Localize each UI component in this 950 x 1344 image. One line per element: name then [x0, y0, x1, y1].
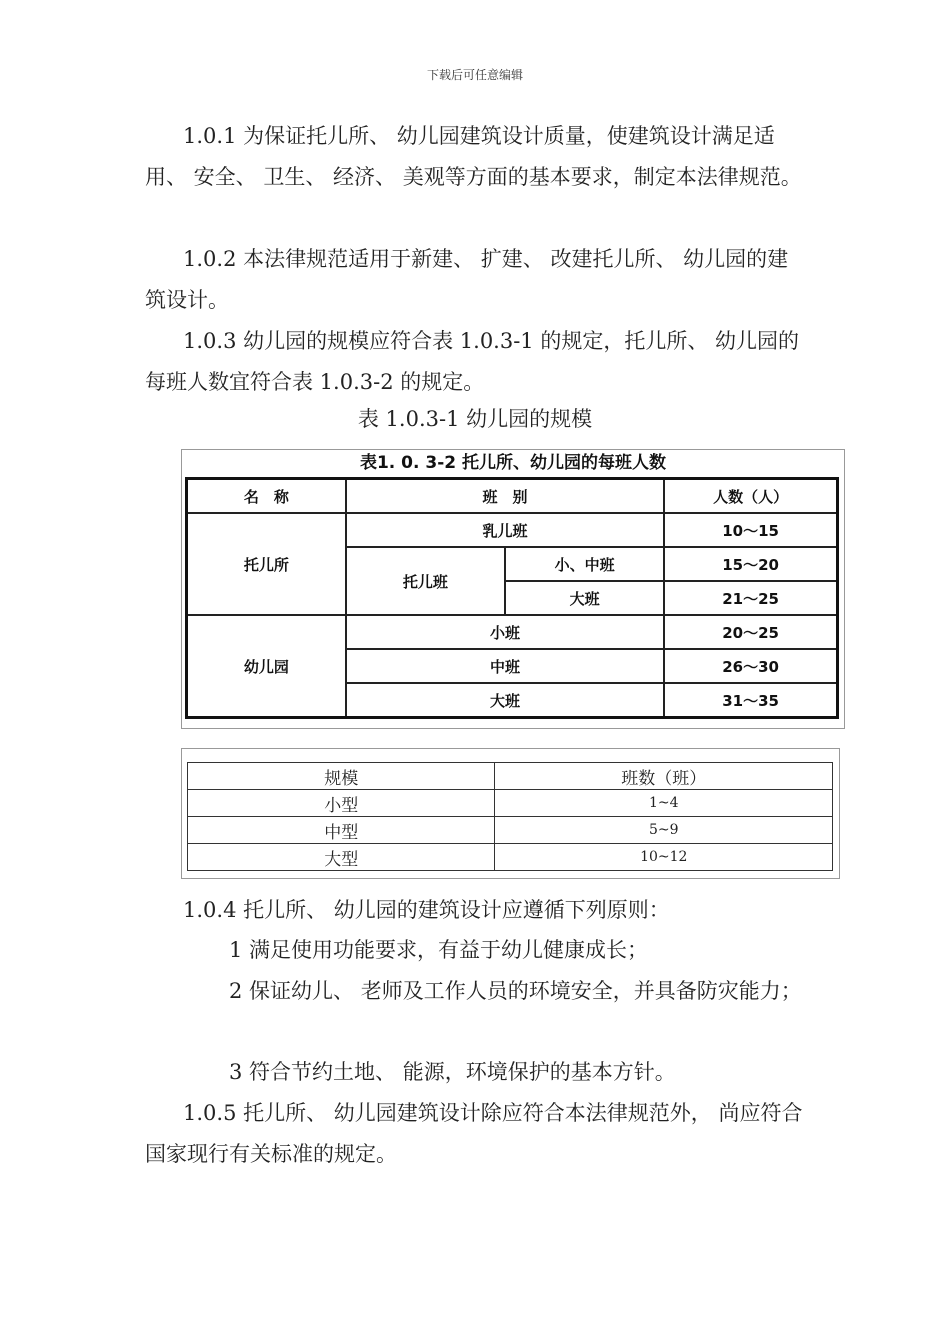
class-count: 10～15	[664, 513, 837, 547]
header-count: 人数（人）	[664, 479, 837, 514]
scale-cell: 中型	[188, 817, 495, 844]
clause-1-0-4-item-1: 1 满足使用功能要求，有益于幼儿健康成长；	[229, 938, 649, 962]
table-row	[188, 844, 833, 871]
table-caption: 表 1.0.3-1 幼儿园的规模	[357, 407, 593, 431]
class-label: 中班	[346, 649, 664, 683]
clause-1-0-2: 1.0.2 本法律规范适用于新建、 扩建、 改建托儿所、 幼儿园的建筑设计。	[145, 247, 789, 312]
class-count: 20～25	[664, 615, 837, 649]
class-count: 31～35	[664, 683, 837, 718]
category-tuoersuo: 托儿所	[187, 513, 346, 615]
class-size-table-title: 表1. 0. 3-2 托儿所、幼儿园的每班人数	[359, 453, 667, 473]
classes-cell: 10~12	[495, 844, 833, 871]
class-size-table-image	[181, 449, 845, 729]
class-label: 乳儿班	[346, 513, 664, 547]
table-row	[187, 615, 838, 649]
classes-cell: 5~9	[495, 817, 833, 844]
clause-1-0-5: 1.0.5 托儿所、 幼儿园建筑设计除应符合本法律规范外， 尚应符合国家现行有关标准的规定。	[145, 1101, 803, 1166]
kindergarten-scale-table	[187, 762, 833, 871]
class-size-table	[185, 477, 839, 719]
clause-1-0-4-item-2: 2 保证幼儿、 老师及工作人员的环境安全，并具备防灾能力；	[229, 979, 802, 1003]
class-label: 小、中班	[505, 547, 664, 581]
table-row	[188, 763, 833, 790]
clause-1-0-4: 1.0.4 托儿所、 幼儿园的建筑设计应遵循下列原则：	[183, 898, 670, 922]
kindergarten-scale-table-image	[181, 748, 840, 879]
class-count: 26～30	[664, 649, 837, 683]
header-name: 名 称	[187, 479, 346, 514]
class-count: 21～25	[664, 581, 837, 615]
subcategory-tuoerban: 托儿班	[346, 547, 505, 615]
class-label: 大班	[346, 683, 664, 718]
clause-1-0-3: 1.0.3 幼儿园的规模应符合表 1.0.3-1 的规定，托儿所、 幼儿园的每班人数宜符合表 1.0.3-2 的规定。	[145, 329, 800, 394]
category-youeryuan: 幼儿园	[187, 615, 346, 718]
clause-1-0-4-item-3: 3 符合节约土地、 能源，环境保护的基本方针。	[229, 1060, 676, 1084]
header-class: 班 别	[346, 479, 664, 514]
class-count: 15～20	[664, 547, 837, 581]
header-classes: 班数（班）	[495, 763, 833, 790]
class-label: 小班	[346, 615, 664, 649]
classes-cell: 1~4	[495, 790, 833, 817]
table-row	[188, 790, 833, 817]
scale-cell: 小型	[188, 790, 495, 817]
clause-1-0-1: 1.0.1 为保证托儿所、 幼儿园建筑设计质量，使建筑设计满足适用、 安全、 卫生、 经济、 美观等方面的基本要求，制定本法律规范。	[145, 124, 802, 189]
page-header: 下载后可任意编辑	[426, 68, 523, 82]
table-row	[187, 479, 838, 514]
class-label: 大班	[505, 581, 664, 615]
header-scale: 规模	[188, 763, 495, 790]
table-row	[187, 513, 838, 547]
scale-cell: 大型	[188, 844, 495, 871]
table-row	[188, 817, 833, 844]
